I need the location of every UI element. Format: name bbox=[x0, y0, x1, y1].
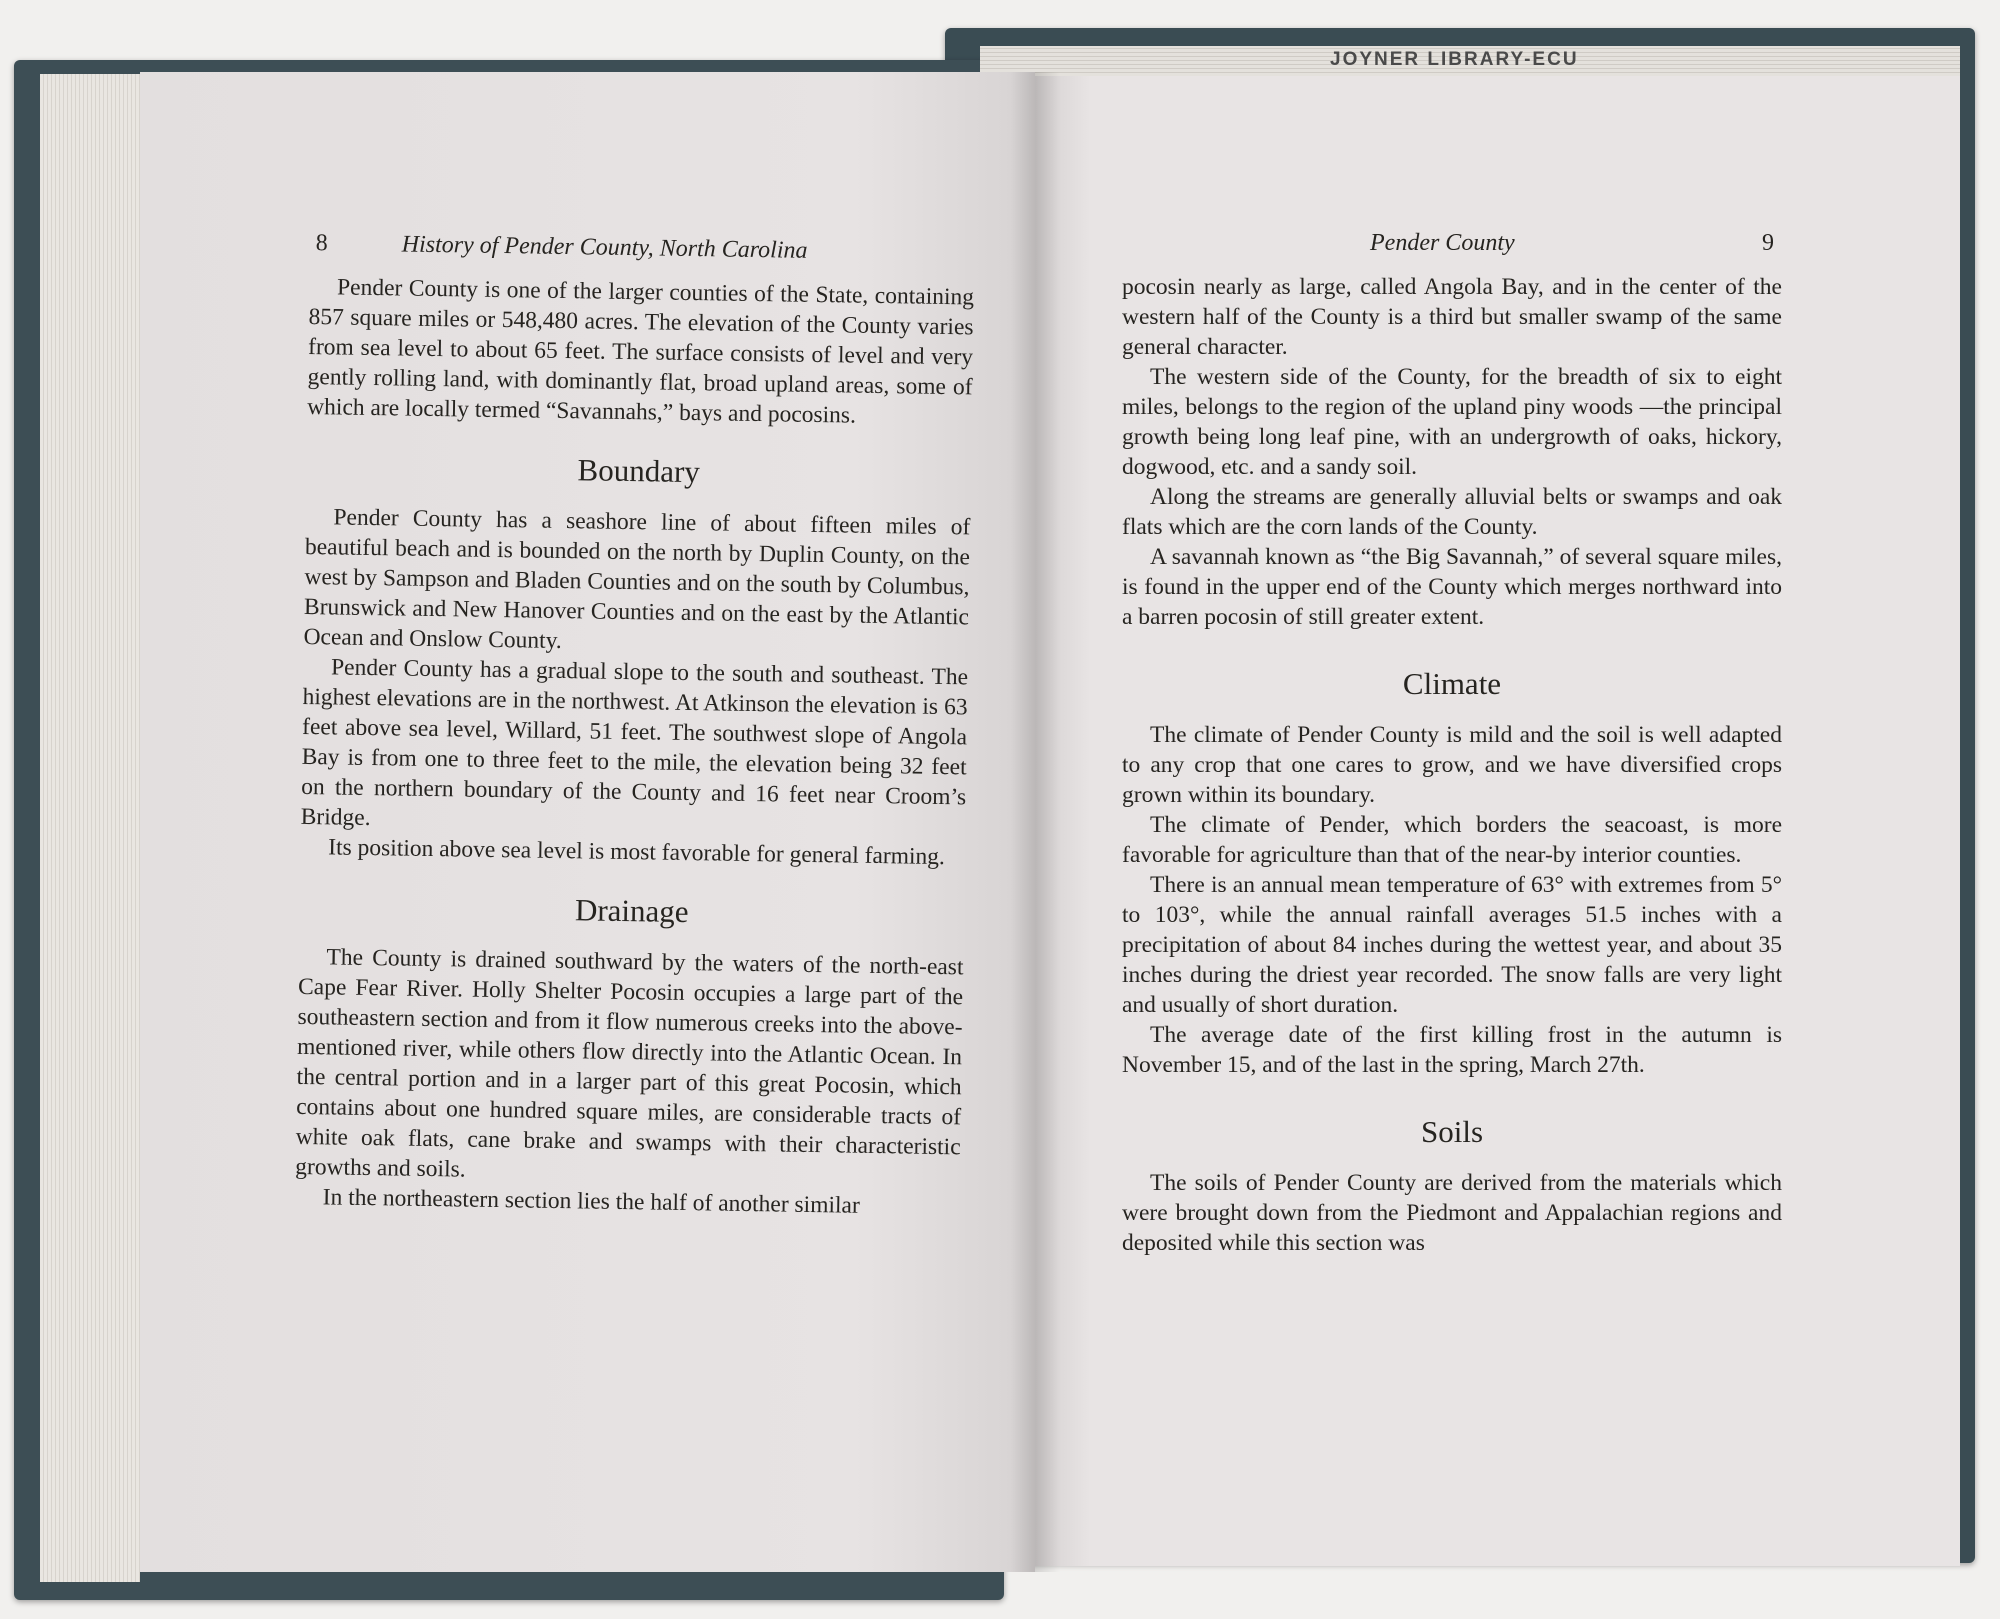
paragraph: There is an annual mean temperature of 63° with extremes from 5° to 103°, while the annual rainfall averages 51.5 inches with a precipitation of about 84 inches during the wettest year, and about 35 inches during the driest year recorded. The snow falls are very light and usually of short duration. bbox=[1122, 872, 1782, 1018]
paragraph: pocosin nearly as large, called Angola Bay, and in the center of the western half of the County is a third but smaller swamp of the same general character. bbox=[1122, 274, 1782, 360]
left-page-text bbox=[295, 228, 975, 1222]
paragraph: The western side of the County, for the breadth of six to eight miles, belongs to the region of the upland piny woods —the principal growth being long leaf pine, with an undergrowth of oaks, hickory, dogwood, etc. and a sandy soil. bbox=[1122, 364, 1782, 480]
paragraph: Its position above sea level is most favorable for general farming. bbox=[328, 834, 946, 871]
library-label: JOYNER LIBRARY-ECU bbox=[1330, 49, 1579, 70]
right-running-head bbox=[1122, 228, 1782, 272]
paragraph: Pender County has a gradual slope to the south and southeast. The highest elevations are in the northwest. At Atkinson the elevation is 63 feet above sea level, Willard, 51 feet. The southwest slope of Angola Bay is from one to three feet to the mile, the elevation being 32 feet on the northern boundary of the County and 16 feet near Croom’s Bridge. bbox=[300, 654, 969, 832]
paragraph: The climate of Pender County is mild and the soil is well adapted to any crop that one cares to grow, and we have diversified crops grown within its boundary. bbox=[1122, 722, 1782, 808]
paragraph: Along the streams are generally alluvial belts or swamps and oak flats which are the corn lands of the County. bbox=[1122, 484, 1782, 540]
paragraph: The County is drained southward by the waters of the north-east Cape Fear River. Holly Shelter Pocosin occupies a large part of the southeastern section and from it flow numerous creeks into the above-mentioned river, while others flow directly into the Atlantic Ocean. In the central portion and in a larger part of this great Pocosin, which contains about one hundred square miles, are considerable tracts of white oak flats, cane brake and swamps with their characteristic growths and soils. bbox=[295, 944, 964, 1183]
paragraph: The soils of Pender County are derived from the materials which were brought down from the Piedmont and Appalachian regions and deposited while this section was bbox=[1122, 1170, 1782, 1256]
book-gutter bbox=[1010, 72, 1060, 1572]
right-page-text bbox=[1122, 228, 1782, 1258]
section-heading-climate: Climate bbox=[1402, 666, 1502, 701]
running-title: Pender County bbox=[1370, 230, 1515, 256]
section-heading-soils: Soils bbox=[1420, 1114, 1484, 1149]
paragraph: In the northeastern section lies the half of another similar bbox=[322, 1184, 860, 1219]
paragraph: A savannah known as “the Big Savannah,” of several square miles, is found in the upper end of the County which merges northward into a barren pocosin of still greater extent. bbox=[1122, 544, 1782, 630]
running-title: History of Pender County, North Carolina bbox=[401, 231, 808, 264]
paragraph: Pender County has a seashore line of about fifteen miles of beautiful beach and is bounded on the north by Duplin County, on the west by Sampson and Bladen Counties and on the south by Columbus, Brunswick and New Hanover Counties and on the east by the Atlantic Ocean and Onslow County. bbox=[303, 504, 971, 655]
paragraph: Pender County is one of the larger counties of the State, containing 857 square miles or 548,480 acres. The elevation of the County varies from sea level to about 65 feet. The surface consists of level and very gently rolling land, with dominantly flat, broad upland areas, some of which are locally termed “Savannahs,” bays and pocosins. bbox=[306, 274, 975, 429]
paragraph: The climate of Pender, which borders the seacoast, is more favorable for agriculture than that of the near-by interior counties. bbox=[1122, 812, 1782, 868]
page-number: 9 bbox=[1762, 230, 1774, 256]
page-edges-left bbox=[40, 74, 140, 1582]
section-heading-boundary: Boundary bbox=[577, 452, 701, 490]
section-heading-drainage: Drainage bbox=[574, 892, 689, 930]
paragraph: The average date of the first killing frost in the autumn is November 15, and of the last in the spring, March 27th. bbox=[1122, 1022, 1782, 1078]
page-number: 8 bbox=[315, 230, 328, 257]
